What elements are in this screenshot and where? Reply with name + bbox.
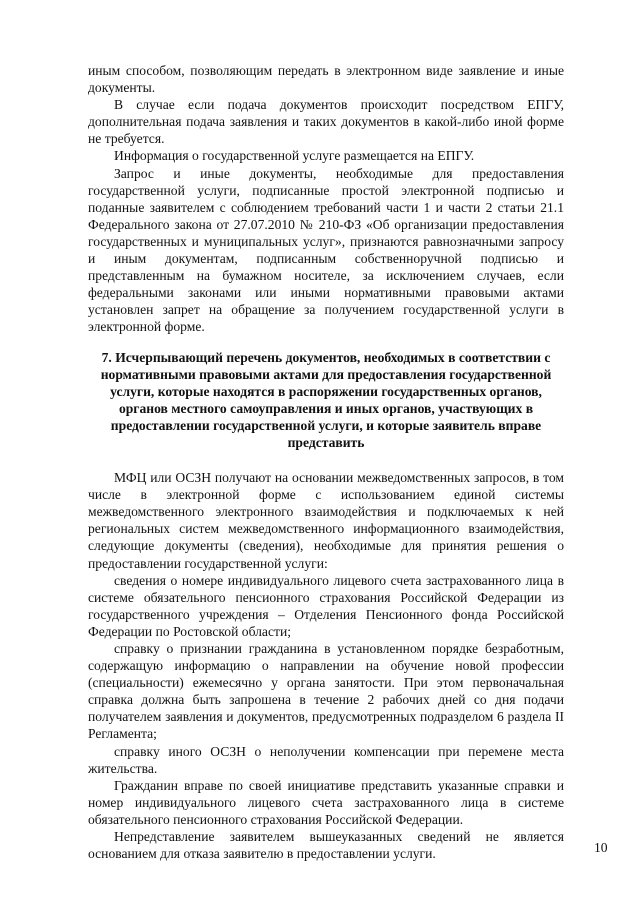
- paragraph-citizen-right: Гражданин вправе по своей инициативе представить указанные справки и номер индивидуального лицевого счета застрахованного лица в системе обязательного пенсионного страхования Российской Федерации.: [88, 777, 564, 827]
- paragraph-unemployment-certificate: справку о признании гражданина в установленном порядке безработным, содержащую информацию о направлении на обучение новой профессии (специальности) ежемесячно у органа занятости. При этом первоначальная справка должна быть запрошена в течение 2 рабочих дней со дня подачи получателем заявления и документов, предусмотренных подразделом 6 раздела II Регламента;: [88, 641, 564, 742]
- paragraph-non-submission: Непредставление заявителем вышеуказанных сведений не является основанием для отказа заявителю в предоставлении услуги.: [88, 829, 564, 862]
- page-number: 10: [594, 840, 608, 855]
- paragraph-electronic-signature: Запрос и иные документы, необходимые для предоставления государственной услуги, подписанные простой электронной подписью и поданные заявителем с соблюдением требований части 1 и части 2 статьи 21.1 Федерального закона от 27.07.2010 № 210-ФЗ «Об организации предоставления государственных и муниципальных услуг», признаются равнозначными запросу и иным документам, подписанным собственноручной подписью и представленным на бумажном носителе, за исключением случаев, если федеральными законами или иными нормативными правовыми актами установлен запрет на обращение за получением государственной услуги в электронной форме.: [88, 165, 564, 335]
- paragraph-service-info: Информация о государственной услуге размещается на ЕПГУ.: [114, 148, 475, 164]
- document-body: [88, 62, 564, 862]
- paragraph-continuation: иным способом, позволяющим передать в электронном виде заявление и иные документы.: [88, 63, 564, 96]
- paragraph-interagency-requests: МФЦ или ОСЗН получают на основании межведомственных запросов, в том числе в электронной форме с использованием единой системы межведомственного электронного взаимодействия и подключаемых к ней региональных систем межведомственного информационного взаимодействия, следующие документы (сведения), необходимые для принятия решения о предоставлении государственной услуги:: [88, 470, 564, 571]
- paragraph-pension-account: сведения о номере индивидуального лицевого счета застрахованного лица в системе обязательного пенсионного страхования Российской Федерации из государственного учреждения – Отделения Пенсионного фонда Российской Федерации по Ростовской области;: [88, 572, 564, 639]
- paragraph-epgu-submission: В случае если подача документов происходит посредством ЕПГУ, дополнительная подача заявления и таких документов в какой-либо иной форме не требуется.: [88, 97, 564, 147]
- section-heading-7: 7. Исчерпывающий перечень документов, необходимых в соответствии с нормативными правовыми актами для предоставления государственной услуги, которые находятся в распоряжении государственных органов, органов местного самоуправления и иных органов, участвующих в предоставлении государственной услуги, и которые заявитель вправе представить: [100, 349, 552, 450]
- paragraph-relocation-certificate: справку иного ОСЗН о неполучении компенсации при перемене места жительства.: [88, 743, 564, 776]
